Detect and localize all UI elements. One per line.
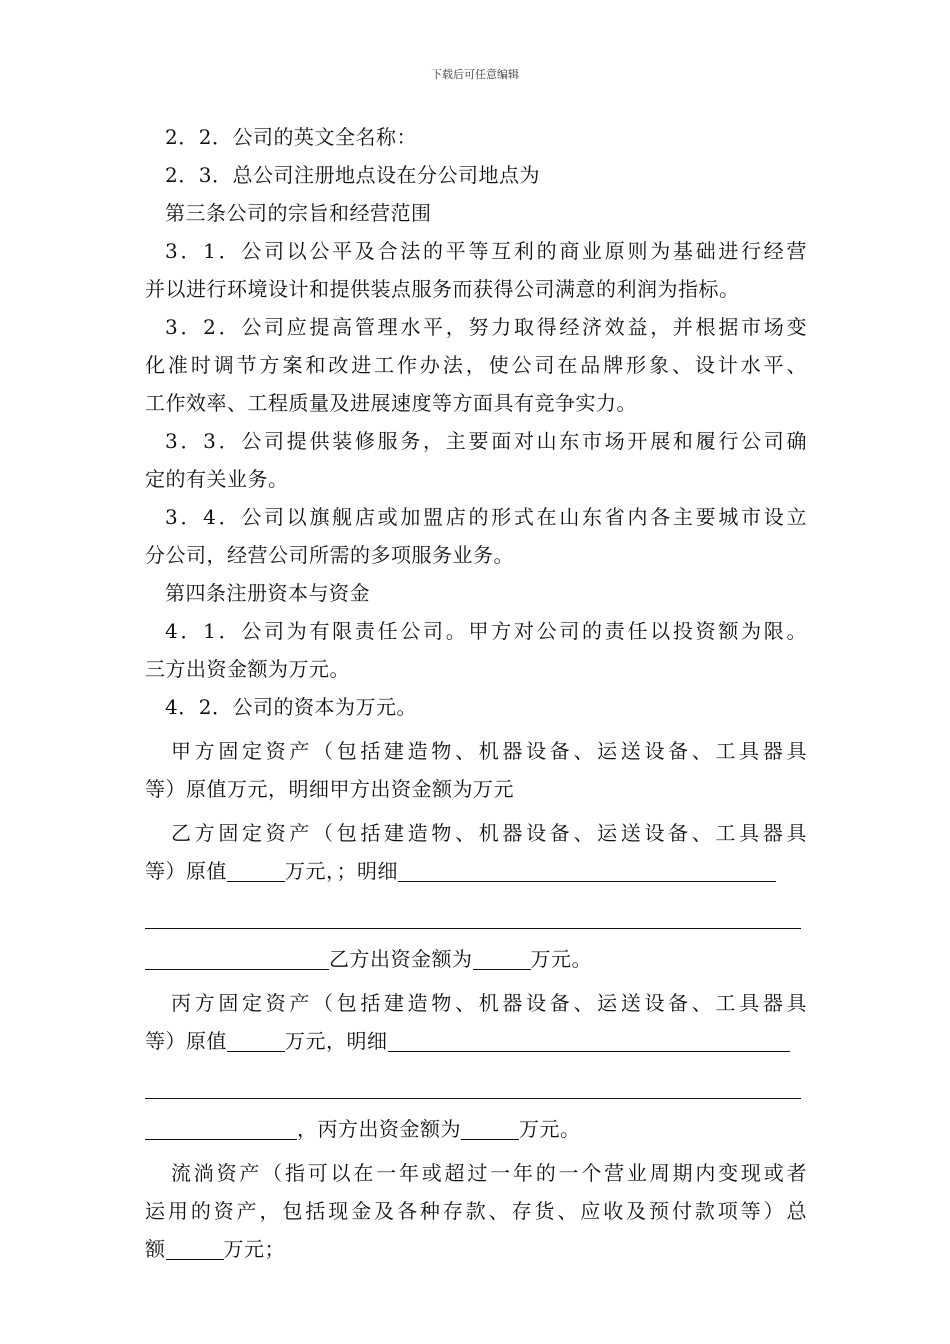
- clause-2-3: 2．3．总公司注册地点设在分公司地点为: [165, 163, 540, 187]
- current-assets-total-label: 额: [145, 1237, 166, 1261]
- party-b-original-value-label: 等）原值: [145, 859, 227, 883]
- party-b-assets-line2: [145, 852, 807, 890]
- document-body: [145, 118, 807, 1268]
- party-c-assets-line2: [145, 1022, 807, 1060]
- party-b-original-value-blank[interactable]: [227, 857, 285, 882]
- party-b-contribution-blank[interactable]: [473, 945, 531, 970]
- party-c-contribution-label: ，丙方出资金额为: [297, 1117, 461, 1141]
- party-b-detail-blank[interactable]: [398, 857, 776, 882]
- clause-3-2-line1: 3．2．公司应提高管理水平，努力取得经济效益，并根据市场变: [165, 315, 807, 339]
- party-c-detail-blank[interactable]: [388, 1027, 790, 1052]
- clause-3-3-line1: 3．3．公司提供装修服务，主要面对山东市场开展和履行公司确: [165, 429, 807, 453]
- clause-4-1-line2: 三方出资金额为万元。: [145, 657, 350, 681]
- current-assets-line1: 流淌资产（指可以在一年或超过一年的一个营业周期内变现或者: [171, 1161, 807, 1185]
- clause-3-4-line2: 分公司，经营公司所需的多项服务业务。: [145, 543, 514, 567]
- party-c-original-value-label: 等）原值: [145, 1029, 227, 1053]
- clause-3-3-line2: 定的有关业务。: [145, 467, 289, 491]
- current-assets-total-blank[interactable]: [166, 1235, 224, 1260]
- party-b-detail-blank-end[interactable]: [145, 945, 329, 970]
- clause-4-2: 4．2．公司的资本为万元。: [165, 695, 417, 719]
- clause-2-2: 2．2．公司的英文全名称：: [165, 125, 417, 149]
- party-c-detail-blank-line: [145, 1066, 807, 1104]
- clause-3-4-line1: 3．4．公司以旗舰店或加盟店的形式在山东省内各主要城市设立: [165, 505, 807, 529]
- party-a-assets-line2: 等）原值万元，明细甲方出资金额为万元: [145, 777, 514, 801]
- clause-4-1-line1: 4．1．公司为有限责任公司。甲方对公司的责任以投资额为限。: [165, 619, 807, 643]
- party-b-detail-blank-continued[interactable]: [145, 904, 801, 929]
- party-c-contribution-line: [145, 1110, 807, 1148]
- party-c-assets-line1: 丙方固定资产（包括建造物、机器设备、运送设备、工具器具: [171, 991, 807, 1015]
- party-b-contribution-line: [145, 940, 807, 978]
- party-c-detail-blank-end[interactable]: [145, 1115, 297, 1140]
- party-b-contribution-label: 乙方出资金额为: [329, 947, 473, 971]
- current-assets-line3: [145, 1230, 807, 1268]
- party-b-detail-label: 万元，；明细: [285, 859, 398, 883]
- current-assets-line2: 运用的资产，包括现金及各种存款、存货、应收及预付款项等）总: [145, 1199, 807, 1223]
- party-b-assets-line1: 乙方固定资产（包括建造物、机器设备、运送设备、工具器具: [171, 821, 807, 845]
- party-b-contribution-unit: 万元。: [530, 947, 592, 971]
- article-4-heading: 第四条注册资本与资金: [165, 581, 370, 605]
- article-3-heading: 第三条公司的宗旨和经营范围: [165, 201, 432, 225]
- current-assets-total-unit: 万元；: [223, 1237, 285, 1261]
- clause-3-1-line2: 并以进行环境设计和提供装点服务而获得公司满意的利润为指标。: [145, 277, 740, 301]
- party-a-assets-line1: 甲方固定资产（包括建造物、机器设备、运送设备、工具器具: [171, 739, 807, 763]
- party-c-contribution-unit: 万元。: [519, 1117, 581, 1141]
- party-c-detail-blank-continued[interactable]: [145, 1074, 801, 1099]
- clause-3-1-line1: 3．1．公司以公平及合法的平等互利的商业原则为基础进行经营: [165, 239, 807, 263]
- clause-3-2-line2: 化准时调节方案和改进工作办法，使公司在品牌形象、设计水平、: [145, 353, 807, 377]
- page-header: 下载后可任意编辑: [431, 68, 519, 81]
- clause-3-2-line3: 工作效率、工程质量及进展速度等方面具有竞争实力。: [145, 391, 637, 415]
- party-c-contribution-blank[interactable]: [461, 1115, 519, 1140]
- party-c-original-value-blank[interactable]: [227, 1027, 285, 1052]
- party-c-detail-label: 万元，明细: [285, 1029, 388, 1053]
- party-b-detail-blank-line: [145, 896, 807, 934]
